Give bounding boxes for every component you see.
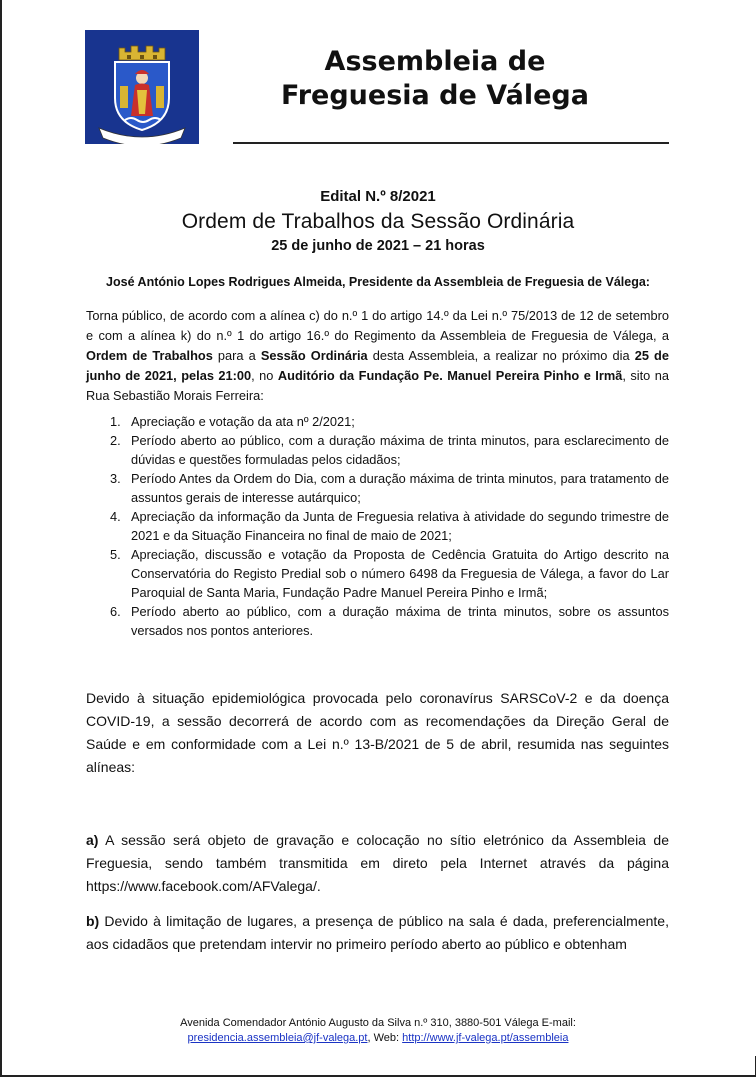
intro-bold-4: Auditório da Fundação Pe. Manuel Pereira Pinho e Irmã [277,368,623,383]
coat-of-arms-icon [85,30,199,144]
footer-web-label: , Web: [367,1032,403,1044]
intro-bold-1: Ordem de Trabalhos [86,348,213,363]
intro-text-3: desta Assembleia, a realizar no próximo dia [367,348,635,363]
agenda-item-text: Apreciação e votação da ata nº 2/2021; [131,414,355,429]
agenda-item [86,545,669,602]
item-b-text: Devido à limitação de lugares, a presença de público na sala é dada, preferencialmente, aos cidadãos que pretendam intervir no primeiro período aberto ao público e obtenham [86,913,669,952]
item-a-letter: a) [86,832,99,848]
agenda-item-number: 3. [110,471,121,486]
intro-text-2: para a [212,348,261,363]
agenda-item-text: Apreciação da informação da Junta de Freguesia relativa à atividade do segundo trimestre de 2021 e da Situação Financeira no final de maio de 2021; [131,509,669,543]
item-a-paragraph [86,829,669,898]
organization-title-line2: Freguesia de Válega [281,80,589,111]
agenda-item-text: Período aberto ao público, com a duração máxima de trinta minutos, para esclarecimento de dúvidas e questões formuladas pelos cidadãos; [131,433,669,467]
organization-title-line1: Assembleia de [324,46,546,77]
agenda-item-text: Período Antes da Ordem do Dia, com a duração máxima de trinta minutos, para tratamento de assuntos gerais de interesse autárquico; [131,471,669,505]
intro-bold-2: Sessão Ordinária [260,348,368,363]
agenda-item [86,431,669,469]
notice-title: Ordem de Trabalhos da Sessão Ordinária [181,210,575,233]
intro-paragraph [86,306,669,406]
agenda-item [86,602,669,640]
organization-title [230,45,640,113]
agenda-item-number: 1. [110,414,121,429]
agenda-item-text: Período aberto ao público, com a duração máxima de trinta minutos, sobre os assuntos versados nos pontos anteriores. [131,604,669,638]
notice-number: Edital N.º 8/2021 [320,188,436,205]
agenda-item [86,469,669,507]
footer-links [80,1031,676,1046]
intro-text-1: Torna público, de acordo com a alínea c) do n.º 1 do artigo 14.º da Lei n.º 75/2013 de 12 de setembro e com a alínea k) do n.º 1 do artigo 16.º do Regimento da Assembleia de Freguesia de Válega, a [86,308,669,343]
item-b-letter: b) [86,913,100,929]
agenda-item [86,412,669,431]
intro-text-5: , sito na Rua Sebastião Morais Ferreira: [86,368,669,403]
president-statement: José António Lopes Rodrigues Almeida, Presidente da Assembleia de Freguesia de Válega: [106,275,650,289]
item-a-text: A sessão será objeto de gravação e colocação no sítio eletrónico da Assembleia de Freguesia, sendo também transmitida em direto pela Internet através da página https://www.facebook.com/AFValega/. [86,832,669,894]
covid-paragraph: Devido à situação epidemiológica provocada pelo coronavírus SARSCoV-2 e da doença COVID-19, a sessão decorrerá de acordo com as recomendações da Direção Geral de Saúde e em conformidade com a Lei n.º 13-B/2021 de 5 de abril, resumida nas seguintes alíneas: [86,690,669,775]
agenda-item-number: 2. [110,433,121,448]
page-border-left [0,0,2,1077]
item-b-paragraph [86,910,669,956]
agenda-item-number: 6. [110,604,121,619]
footer-email-link[interactable]: presidencia.assembleia@jf-valega.pt [187,1032,368,1044]
footer [80,1016,676,1046]
agenda-item-text: Apreciação, discussão e votação da Proposta de Cedência Gratuita do Artigo descrito na Conservatória do Registo Predial sob o número 6498 da Freguesia de Válega, a favor do Lar Paroquial de Santa Maria, Fundação Padre Manuel Pereira Pinho e Irmã; [131,547,669,600]
agenda-item-number: 4. [110,509,121,524]
agenda-list [86,412,669,640]
agenda-item [86,507,669,545]
header-rule [233,142,669,144]
footer-address: Avenida Comendador António Augusto da Silva n.º 310, 3880-501 Válega E-mail: [180,1017,576,1029]
intro-text-4: , no [251,368,278,383]
intro-bold-3: 25 de junho de 2021, pelas 21:00 [86,348,669,383]
notice-date: 25 de junho de 2021 – 21 horas [271,238,485,254]
footer-web-link[interactable]: http://www.jf-valega.pt/assembleia [402,1032,569,1044]
agenda-item-number: 5. [110,547,121,562]
